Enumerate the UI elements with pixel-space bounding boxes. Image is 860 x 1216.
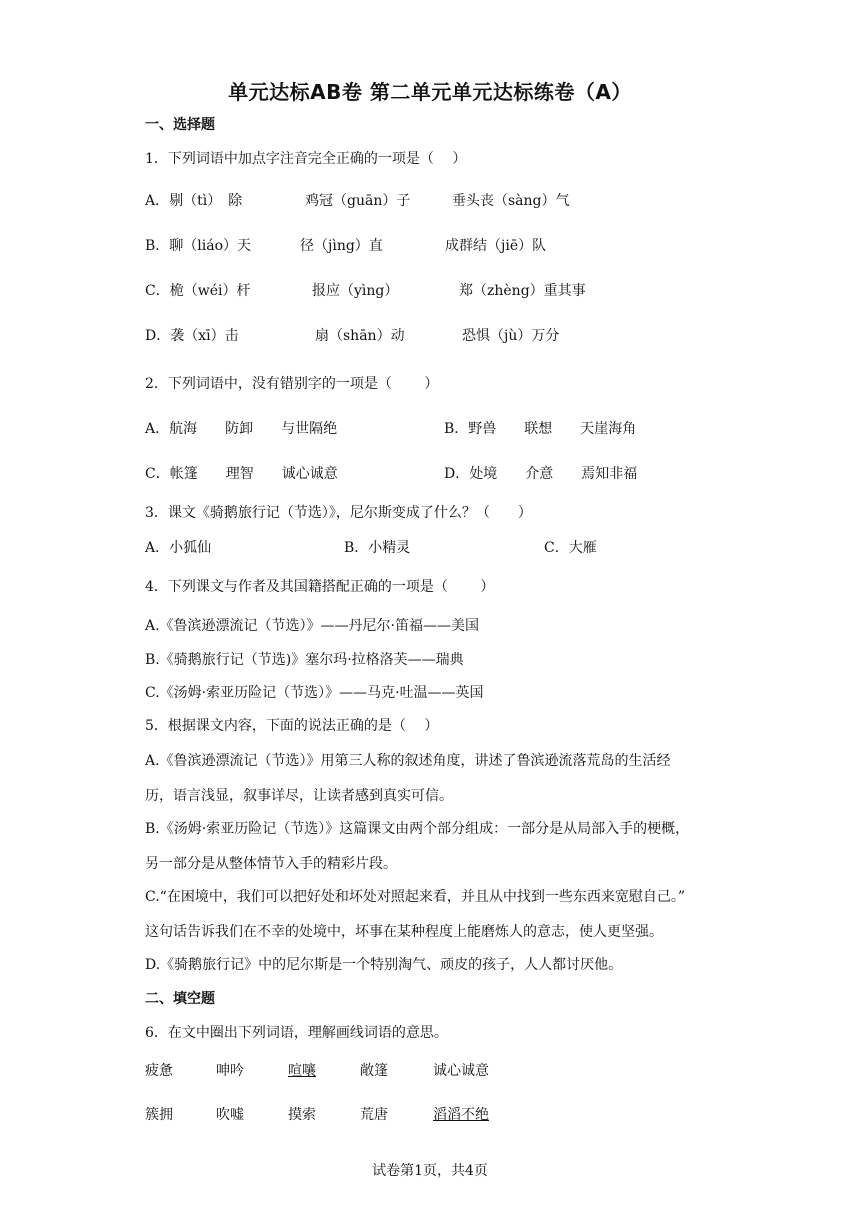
q6-word: 摸索 [288,1107,316,1123]
q1-option-d-3: 恐惧（jù）万分 [462,328,560,344]
q5-option-c-line2: 这句话告诉我们在不幸的处境中，坏事在某种程度上能磨炼人的意志，使人更坚强。 [145,924,663,940]
q6-word-underlined: 喧嚷 [288,1063,316,1079]
q4-option-c: C.《汤姆·索亚历险记（节选）》——马克·吐温——英国 [145,685,484,701]
q3-option-c: C．大雁 [544,540,597,556]
q5-option-b-line1: B.《汤姆·索亚历险记（节选）》这篇课文由两个部分组成：一部分是从局部入手的梗概， [145,821,690,837]
q2-option-b: B．野兽 联想 天崖海角 [444,421,637,437]
q1-option-c-3: 郑（zhèng）重其事 [459,283,586,299]
q6-word: 诚心诚意 [433,1063,489,1079]
q6-word: 敞篷 [360,1063,388,1079]
q5-option-c-line1: C.“在困境中，我们可以把好处和坏处对照起来看，并且从中找到一些东西来宽慰自己。” [145,889,685,905]
q1-option-d-2: 扇（shān）动 [315,328,405,344]
page-footer: 试卷第1页，共4页 [372,1163,488,1179]
q1-option-c-1: C．桅（wéi）杆 [145,283,251,299]
q3-option-a: A．小狐仙 [145,540,212,556]
question-3-stem: 3．课文《骑鹅旅行记（节选）》，尼尔斯变成了什么？（ ） [145,505,532,521]
q6-word: 疲惫 [145,1063,173,1079]
q6-word: 呻吟 [216,1063,244,1079]
section-heading-choice: 一、选择题 [145,117,215,133]
q1-option-b-1: B．聊（liáo）天 [145,238,252,254]
q5-option-d: D.《骑鹅旅行记》中的尼尔斯是一个特别淘气、顽皮的孩子，人人都讨厌他。 [145,957,623,973]
q4-option-a: A.《鲁滨逊漂流记（节选）》——丹尼尔·笛福——美国 [145,618,480,634]
q5-option-a-line1: A.《鲁滨逊漂流记（节选）》用第三人称的叙述角度，讲述了鲁滨逊流落荒岛的生活经 [145,753,671,769]
section-heading-fill: 二、填空题 [145,991,215,1007]
q3-option-b: B．小精灵 [344,540,411,556]
question-1-stem: 1．下列词语中加点字注音完全正确的一项是（ ） [145,151,467,167]
question-6-stem: 6．在文中圈出下列词语，理解画线词语的意思。 [145,1025,448,1041]
q5-option-a-line2: 历，语言浅显，叙事详尽，让读者感到真实可信。 [145,788,453,804]
question-4-stem: 4．下列课文与作者及其国籍搭配正确的一项是（ ） [145,579,495,595]
q2-option-a: A．航海 防卸 与世隔绝 [145,421,338,437]
q1-option-b-3: 成群结（jiē）队 [445,238,547,254]
page-title: 单元达标AB卷 第二单元单元达标练卷（A） [228,80,632,104]
q1-option-a-1: A．剔（tì） 除 [145,193,243,209]
q6-word-underlined: 滔滔不绝 [433,1107,489,1123]
q2-option-c: C．帐篷 理智 诚心诚意 [145,466,338,482]
q1-option-c-2: 报应（yìng） [312,283,399,299]
q6-word: 簇拥 [145,1107,173,1123]
q5-option-b-line2: 另一部分是从整体情节入手的精彩片段。 [145,856,397,872]
question-5-stem: 5．根据课文内容，下面的说法正确的是（ ） [145,718,439,734]
q1-option-a-2: 鸡冠（guān）子 [305,193,411,209]
q1-option-d-1: D．袭（xī）击 [145,328,239,344]
question-2-stem: 2．下列词语中，没有错别字的一项是（ ） [145,376,439,392]
q6-word: 吹嘘 [216,1107,244,1123]
q1-option-a-3: 垂头丧（sàng）气 [452,193,570,209]
q4-option-b: B.《骑鹅旅行记（节选)》塞尔玛·拉格洛芙——瑞典 [145,652,464,668]
q1-option-b-2: 径（jìng）直 [300,238,383,254]
q2-option-d: D．处境 介意 焉知非福 [444,466,638,482]
q6-word: 荒唐 [360,1107,388,1123]
